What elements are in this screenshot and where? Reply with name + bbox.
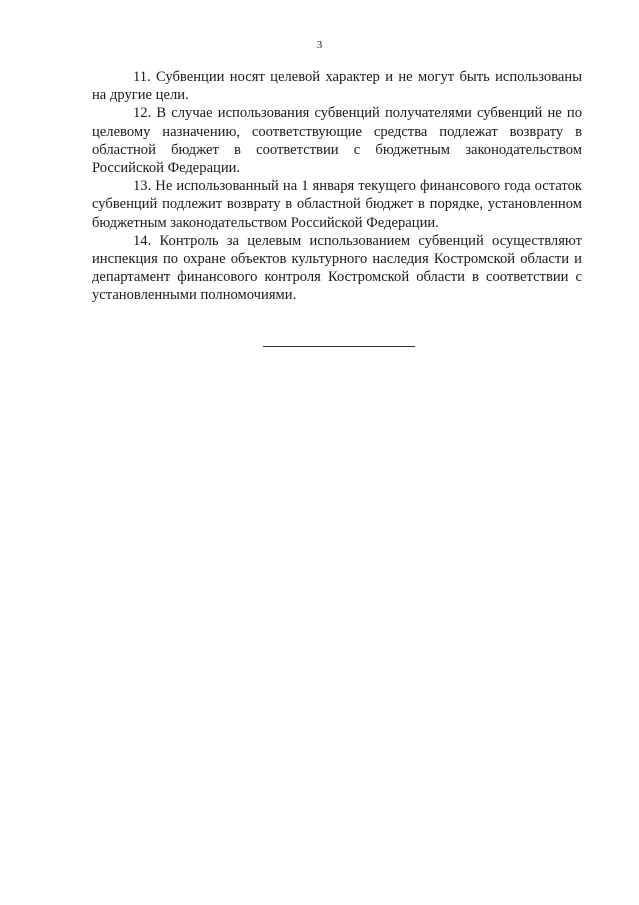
end-separator-line bbox=[263, 346, 415, 347]
page-number: 3 bbox=[316, 39, 323, 51]
document-body bbox=[92, 68, 582, 305]
paragraph-14: 14. Контроль за целевым использованием субвенций осуществляют инспекция по охране объектов культурного наследия Костромской области и департамент финансового контроля Костромской области в соответствии с установленными полномочиями. bbox=[92, 232, 582, 304]
paragraph-13: 13. Не использованный на 1 января текущего финансового года остаток субвенций подлежит возврату в областной бюджет в порядке, установленном бюджетным законодательством Российской Федерации. bbox=[92, 178, 582, 231]
paragraph-12: 12. В случае использования субвенций получателями субвенций не по целевому назначению, соответствующие средства подлежат возврату в областной бюджет в соответствии с бюджетным законодательством Российской Федерации. bbox=[92, 105, 582, 177]
paragraph-11: 11. Субвенции носят целевой характер и не могут быть использованы на другие цели. bbox=[92, 69, 582, 104]
